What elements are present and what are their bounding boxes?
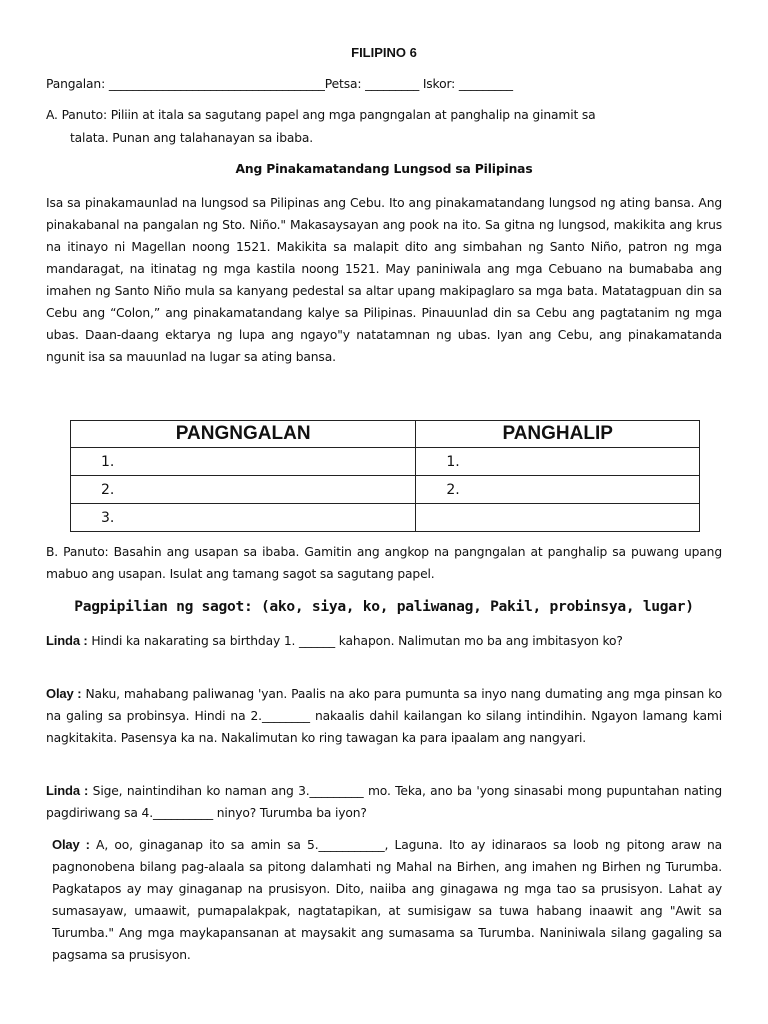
table-cell: 3. bbox=[71, 504, 416, 532]
instruction-b: B. Panuto: Basahin ang usapan sa ibaba. Gamitin ang angkop na pangngalan at panghalip sa puwang upang mabuo ang usapan. Isulat ang tamang sagot sa sagutang papel. bbox=[46, 545, 722, 581]
worksheet-title: FILIPINO 6 bbox=[351, 45, 417, 60]
table-cell: 2. bbox=[416, 476, 700, 504]
table-row bbox=[71, 504, 700, 532]
dialogue-line-4 bbox=[52, 834, 722, 966]
table-row bbox=[71, 448, 700, 476]
story-paragraph: Isa sa pinakamaunlad na lungsod sa Pilipinas ang Cebu. Ito ang pinakamatandang lungsod ng ating bansa. Ang pinakabanal na pangalan ng Sto. Niño." Makasaysayan ang pook na ito. Sa gitna ng lungsod, makikita ang krus na itinayo ni Magellan noong 1521. Makikita sa malapit dito ang simbahan ng Santo Niño, patron ng mga mandaragat, na itinatag ng mga kastila noong 1521. May paniniwala ang mga Cebuano na bumababa ang imahen ng Santo Niño mula sa kanyang pedestal sa altar upang makipaglaro sa mga bata. Matatagpuan din sa Cebu ang “Colon,” ang pinakamatandang kalye sa Pilipinas. Pinauunlad din sa Cebu ang pagtatanim ng mga ubas. Daan-daang ektarya ng lupa ang ngayo"y natatamnan ng ubas. Iyan ang Cebu, ang pinakamatanda ngunit isa sa mauunlad na lugar sa ating bansa. bbox=[46, 196, 722, 364]
dialogue-line-3 bbox=[46, 780, 722, 824]
student-info-line: Pangalan: ____________________________________Petsa: _________ Iskor: _________ bbox=[46, 77, 513, 91]
speaker-label: Linda : bbox=[46, 633, 88, 648]
instruction-a-line2: talata. Punan ang talahanayan sa ibaba. bbox=[70, 131, 314, 145]
dialogue-line-2 bbox=[46, 683, 722, 749]
table-cell bbox=[416, 504, 700, 532]
speaker-label: Olay : bbox=[52, 837, 90, 852]
table-cell: 2. bbox=[71, 476, 416, 504]
speaker-label: Olay : bbox=[46, 686, 82, 701]
dialogue-text: Sige, naintindihan ko naman ang 3._________ mo. Teka, ano ba 'yong sinasabi mong pupuntahan nating pagdiriwang sa 4.__________ ninyo? Turumba ba iyon? bbox=[46, 784, 723, 820]
speaker-label: Linda : bbox=[46, 783, 89, 798]
column-header-panghalip: PANGHALIP bbox=[416, 421, 700, 448]
table-cell: 1. bbox=[416, 448, 700, 476]
dialogue-line-1 bbox=[46, 630, 722, 652]
instruction-a-line1: A. Panuto: Piliin at itala sa sagutang papel ang mga pangngalan at panghalip na ginamit sa bbox=[46, 108, 596, 122]
dialogue-text: Naku, mahabang paliwanag 'yan. Paalis na ako para pumunta sa inyo nang dumating ang mga pinsan ko na galing sa probinsya. Hindi na 2.________ nakaalis dahil kailangan ko silang intindihin. Ngayon lamang kami nagkitakita. Pasensya ka na. Nakalimutan ko ring tawagan ka para ipaalam ang nangyari. bbox=[46, 687, 722, 745]
story-title: Ang Pinakamatandang Lungsod sa Pilipinas bbox=[235, 162, 533, 176]
answer-table bbox=[70, 420, 700, 532]
table-header-row bbox=[71, 421, 700, 448]
table-row bbox=[71, 476, 700, 504]
dialogue-text: Hindi ka nakarating sa birthday 1. ______ kahapon. Nalimutan mo ba ang imbitasyon ko? bbox=[87, 634, 623, 648]
answer-choices: Pagpipilian ng sagot: (ako, siya, ko, paliwanag, Pakil, probinsya, lugar) bbox=[74, 598, 694, 615]
dialogue-text: A, oo, ginaganap ito sa amin sa 5.___________, Laguna. Ito ay idinaraos sa loob ng pitong araw na pagnonobena bilang pag-alaala sa pitong dalamhati ng Mahal na Birhen, ang imahen ng Birhen ng Turumba. Pagkatapos ay may ginaganap na prusisyon. Dito, naiiba ang ginagawa ng mga tao sa prusisyon. Lahat ay sumasayaw, umaawit, pumapalakpak, nagtatapikan, at sumisigaw sa tuwa habang inaawit ang "Awit sa Turumba." Ang mga maykapansanan at maysakit ang sumasama sa Turumba. Naniniwala silang gagaling sa pagsama sa prusisyon. bbox=[52, 838, 722, 962]
table-cell: 1. bbox=[71, 448, 416, 476]
column-header-pangngalan: PANGNGALAN bbox=[71, 421, 416, 448]
